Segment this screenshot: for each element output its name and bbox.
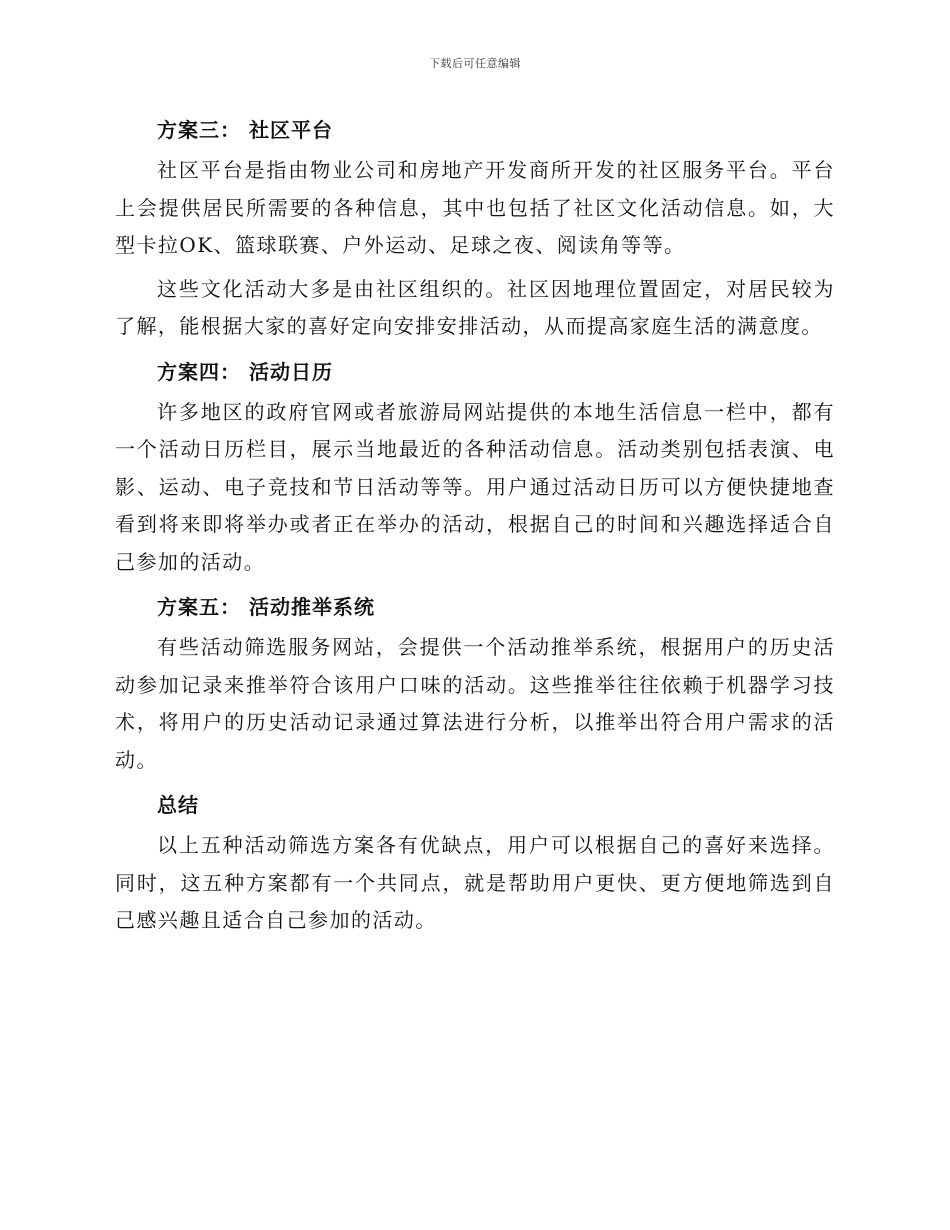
paragraph: 许多地区的政府官网或者旅游局网站提供的本地生活信息一栏中，都有一个活动日历栏目，展示当地最近的各种活动信息。活动类别包括表演、电影、运动、电子竞技和节日活动等等。用户通过活动日历可以方便快捷地查看到将来即将举办或者正在举办的活动，根据自己的时间和兴趣选择适合自己参加的活动。 [115,399,835,574]
paragraph: 以上五种活动筛选方案各有优缺点，用户可以根据自己的喜好来选择。同时，这五种方案都有一个共同点，就是帮助用户更快、更方便地筛选到自己感兴趣且适合自己参加的活动。 [115,833,835,932]
section-recommendation-system [115,587,835,779]
paragraph: 有些活动筛选服务网站，会提供一个活动推举系统，根据用户的历史活动参加记录来推举符合该用户口味的活动。这些推举往往依赖于机器学习技术，将用户的历史活动记录通过算法进行分析，以推举出符合用户需求的活动。 [115,635,835,772]
paragraph: 这些文化活动大多是由社区组织的。社区因地理位置固定，对居民较为了解，能根据大家的喜好定向安排安排活动，从而提高家庭生活的满意度。 [115,276,835,338]
section-community-platform [115,110,835,346]
paragraph: 社区平台是指由物业公司和房地产开发商所开发的社区服务平台。平台上会提供居民所需要的各种信息，其中也包括了社区文化活动信息。如，大型卡拉OK、篮球联赛、户外运动、足球之夜、阅读角等等。 [115,158,835,257]
section-summary [115,785,835,940]
section-activity-calendar [115,352,835,582]
section-heading: 方案四： 活动日历 [157,359,333,384]
document-body [115,110,835,946]
page-header: 下载后可任意编辑 [429,57,521,70]
section-heading: 总结 [157,793,199,817]
section-heading: 方案三： 社区平台 [157,118,333,142]
section-heading: 方案五： 活动推举系统 [157,595,375,619]
